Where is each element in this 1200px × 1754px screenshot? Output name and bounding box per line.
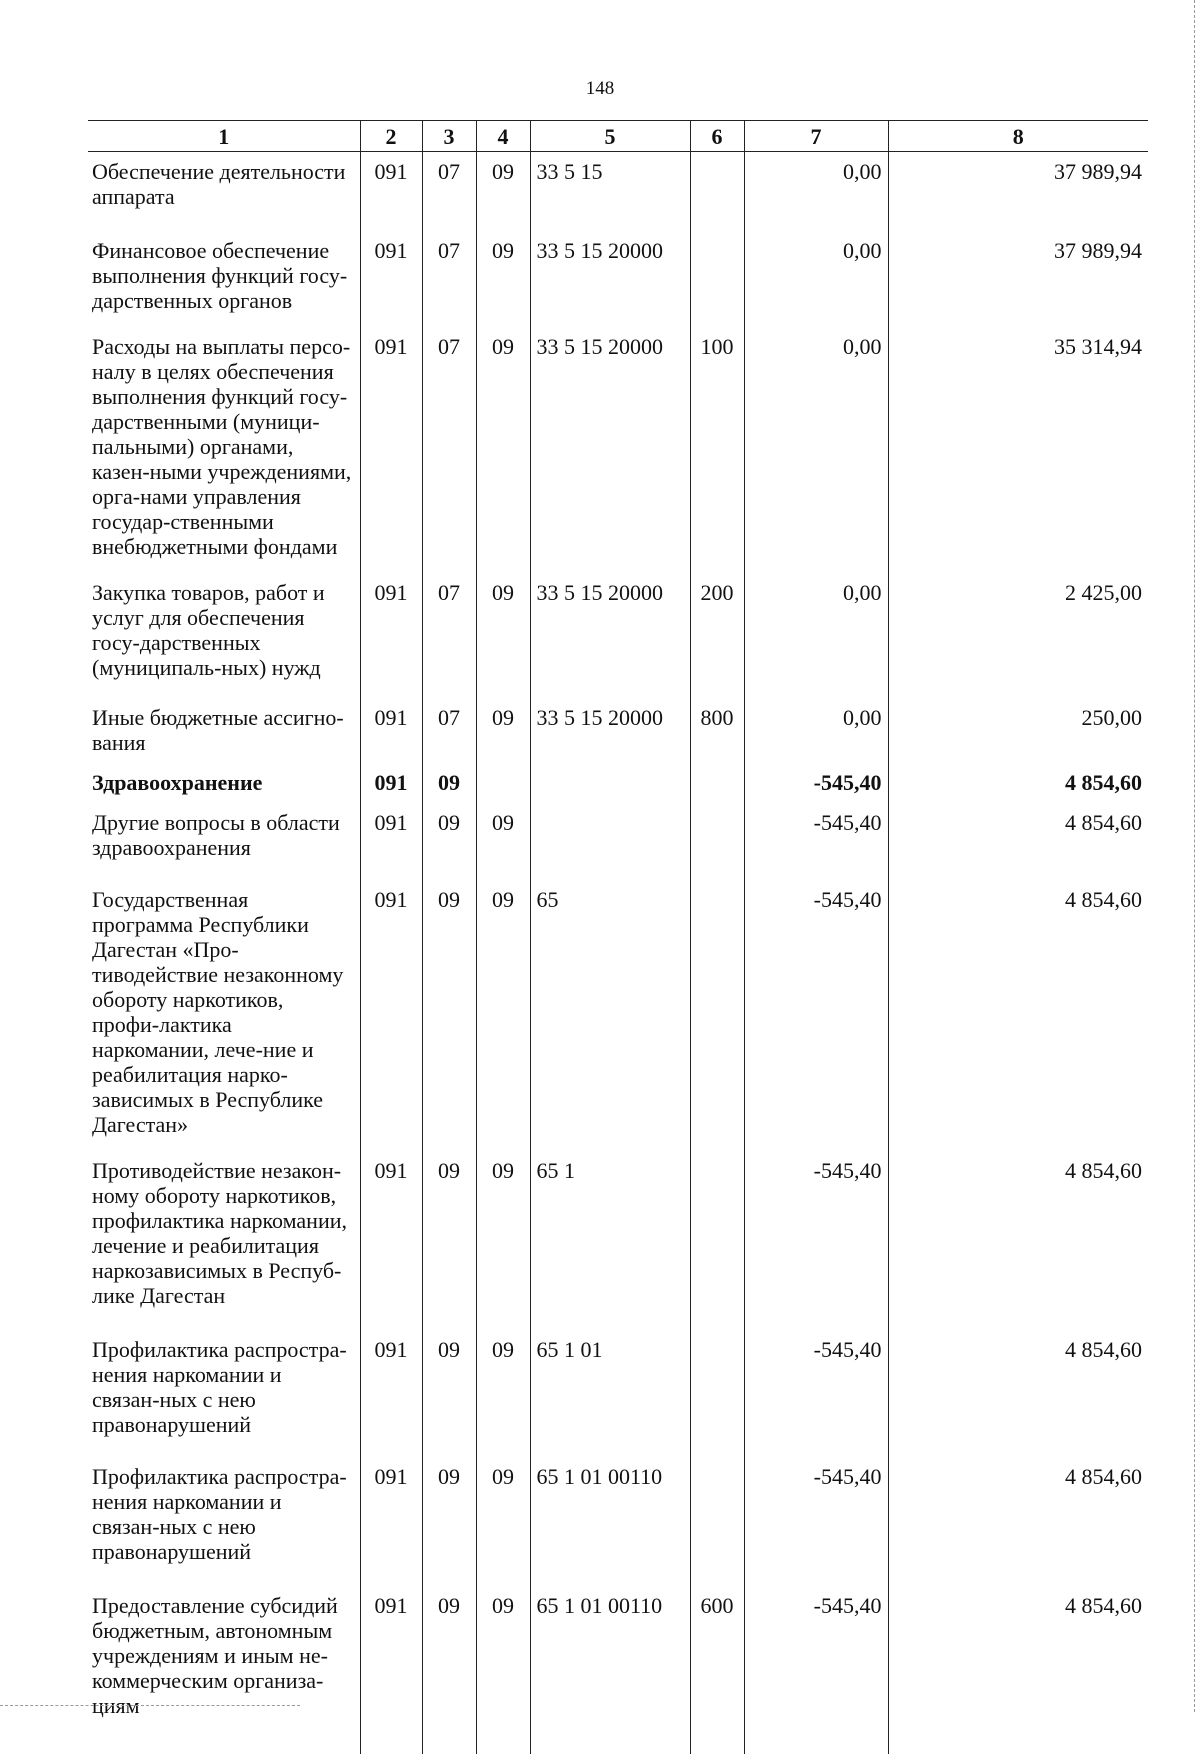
subsection-code-cell: 09 (476, 1586, 530, 1754)
column-header: 6 (690, 121, 744, 152)
target-article-cell (530, 763, 690, 803)
amount-change-cell: -545,40 (744, 1151, 888, 1330)
subsection-code-cell: 09 (476, 698, 530, 763)
row-name-cell: Расходы на выплаты персо-налу в целях обеспечения выполнения функций госу-дарственными (муници-пальными) органами, казен-ными учреждениями, орга-нами управления государ-ственными внебюджетными фондами (88, 327, 360, 573)
row-name-cell: Здравоохранение (88, 763, 360, 803)
table-row (88, 880, 1148, 1151)
amount-total-cell: 4 854,60 (888, 880, 1148, 1151)
expense-type-cell (690, 231, 744, 327)
row-name-cell: Профилактика распростра-нения наркомании и связан-ных с нею правонарушений (88, 1457, 360, 1586)
row-name-cell: Профилактика распростра-нения наркомании и связан-ных с нею правонарушений (88, 1330, 360, 1457)
subsection-code-cell: 09 (476, 1457, 530, 1586)
table-row (88, 327, 1148, 573)
target-article-cell: 65 1 01 00110 (530, 1586, 690, 1754)
table-row (88, 1586, 1148, 1754)
section-code-cell: 09 (422, 763, 476, 803)
column-header: 7 (744, 121, 888, 152)
expense-type-cell (690, 880, 744, 1151)
target-article-cell: 33 5 15 20000 (530, 327, 690, 573)
budget-table (88, 120, 1148, 1754)
target-article-cell: 33 5 15 (530, 152, 690, 232)
table-row (88, 1457, 1148, 1586)
subsection-code-cell: 09 (476, 327, 530, 573)
ministry-code-cell: 091 (360, 327, 422, 573)
expense-type-cell (690, 1330, 744, 1457)
section-code-cell: 07 (422, 573, 476, 698)
section-code-cell: 07 (422, 231, 476, 327)
target-article-cell: 65 (530, 880, 690, 1151)
expense-type-cell: 800 (690, 698, 744, 763)
expense-type-cell: 200 (690, 573, 744, 698)
table-row (88, 763, 1148, 803)
table-row (88, 573, 1148, 698)
table-body (88, 152, 1148, 1754)
row-name-cell: Закупка товаров, работ и услуг для обеспечения госу-дарственных (муниципаль-ных) нужд (88, 573, 360, 698)
amount-total-cell: 2 425,00 (888, 573, 1148, 698)
ministry-code-cell: 091 (360, 1586, 422, 1754)
section-code-cell: 07 (422, 152, 476, 232)
expense-type-cell (690, 1151, 744, 1330)
section-code-cell: 07 (422, 698, 476, 763)
ministry-code-cell: 091 (360, 1457, 422, 1586)
column-header: 2 (360, 121, 422, 152)
section-code-cell: 09 (422, 803, 476, 880)
table-row (88, 1151, 1148, 1330)
amount-total-cell: 37 989,94 (888, 152, 1148, 232)
scan-bottom-line (0, 1704, 300, 1706)
amount-change-cell: -545,40 (744, 1586, 888, 1754)
header-row (88, 121, 1148, 152)
table-row (88, 231, 1148, 327)
amount-change-cell: -545,40 (744, 880, 888, 1151)
ministry-code-cell: 091 (360, 803, 422, 880)
section-code-cell: 07 (422, 327, 476, 573)
subsection-code-cell: 09 (476, 880, 530, 1151)
section-code-cell: 09 (422, 1151, 476, 1330)
ministry-code-cell: 091 (360, 231, 422, 327)
subsection-code-cell: 09 (476, 1151, 530, 1330)
expense-type-cell (690, 763, 744, 803)
column-header: 1 (88, 121, 360, 152)
expense-type-cell (690, 152, 744, 232)
amount-change-cell: 0,00 (744, 698, 888, 763)
column-header: 8 (888, 121, 1148, 152)
amount-total-cell: 4 854,60 (888, 1151, 1148, 1330)
subsection-code-cell: 09 (476, 152, 530, 232)
expense-type-cell (690, 803, 744, 880)
expense-type-cell (690, 1457, 744, 1586)
amount-change-cell: 0,00 (744, 231, 888, 327)
ministry-code-cell: 091 (360, 1151, 422, 1330)
row-name-cell: Иные бюджетные ассигно-вания (88, 698, 360, 763)
amount-total-cell: 4 854,60 (888, 1330, 1148, 1457)
target-article-cell (530, 803, 690, 880)
amount-total-cell: 4 854,60 (888, 1586, 1148, 1754)
table-row (88, 152, 1148, 232)
target-article-cell: 65 1 01 (530, 1330, 690, 1457)
amount-total-cell: 4 854,60 (888, 763, 1148, 803)
amount-total-cell: 4 854,60 (888, 1457, 1148, 1586)
amount-total-cell: 37 989,94 (888, 231, 1148, 327)
subsection-code-cell: 09 (476, 573, 530, 698)
ministry-code-cell: 091 (360, 698, 422, 763)
amount-change-cell: 0,00 (744, 327, 888, 573)
ministry-code-cell: 091 (360, 763, 422, 803)
table-row (88, 803, 1148, 880)
section-code-cell: 09 (422, 1586, 476, 1754)
scan-edge-line (1193, 0, 1195, 1712)
row-name-cell: Предоставление субсидий бюджетным, автономным учреждениям и иным не-коммерческим организа-циям (88, 1586, 360, 1754)
amount-change-cell: 0,00 (744, 152, 888, 232)
amount-change-cell: -545,40 (744, 1330, 888, 1457)
section-code-cell: 09 (422, 1457, 476, 1586)
target-article-cell: 33 5 15 20000 (530, 573, 690, 698)
expense-type-cell: 100 (690, 327, 744, 573)
column-header: 3 (422, 121, 476, 152)
ministry-code-cell: 091 (360, 1330, 422, 1457)
amount-total-cell: 250,00 (888, 698, 1148, 763)
amount-change-cell: -545,40 (744, 763, 888, 803)
amount-change-cell: 0,00 (744, 573, 888, 698)
row-name-cell: Противодействие незакон-ному обороту наркотиков, профилактика наркомании, лечение и реабилитация наркозависимых в Респуб-лике Дагестан (88, 1151, 360, 1330)
section-code-cell: 09 (422, 880, 476, 1151)
target-article-cell: 33 5 15 20000 (530, 231, 690, 327)
row-name-cell: Финансовое обеспечение выполнения функций госу-дарственных органов (88, 231, 360, 327)
subsection-code-cell (476, 763, 530, 803)
amount-total-cell: 4 854,60 (888, 803, 1148, 880)
subsection-code-cell: 09 (476, 1330, 530, 1457)
page-number: 148 (0, 78, 1200, 100)
ministry-code-cell: 091 (360, 573, 422, 698)
amount-change-cell: -545,40 (744, 803, 888, 880)
row-name-cell: Обеспечение деятельности аппарата (88, 152, 360, 232)
column-header: 4 (476, 121, 530, 152)
section-code-cell: 09 (422, 1330, 476, 1457)
table-row (88, 1330, 1148, 1457)
target-article-cell: 65 1 (530, 1151, 690, 1330)
table-row (88, 698, 1148, 763)
target-article-cell: 33 5 15 20000 (530, 698, 690, 763)
subsection-code-cell: 09 (476, 803, 530, 880)
target-article-cell: 65 1 01 00110 (530, 1457, 690, 1586)
ministry-code-cell: 091 (360, 880, 422, 1151)
row-name-cell: Государственная программа Республики Дагестан «Про-тиводействие незаконному обороту наркотиков, профи-лактика наркомании, лече-ние и реабилитация нарко-зависимых в Республике Дагестан» (88, 880, 360, 1151)
ministry-code-cell: 091 (360, 152, 422, 232)
subsection-code-cell: 09 (476, 231, 530, 327)
expense-type-cell: 600 (690, 1586, 744, 1754)
amount-change-cell: -545,40 (744, 1457, 888, 1586)
row-name-cell: Другие вопросы в области здравоохранения (88, 803, 360, 880)
column-header: 5 (530, 121, 690, 152)
amount-total-cell: 35 314,94 (888, 327, 1148, 573)
